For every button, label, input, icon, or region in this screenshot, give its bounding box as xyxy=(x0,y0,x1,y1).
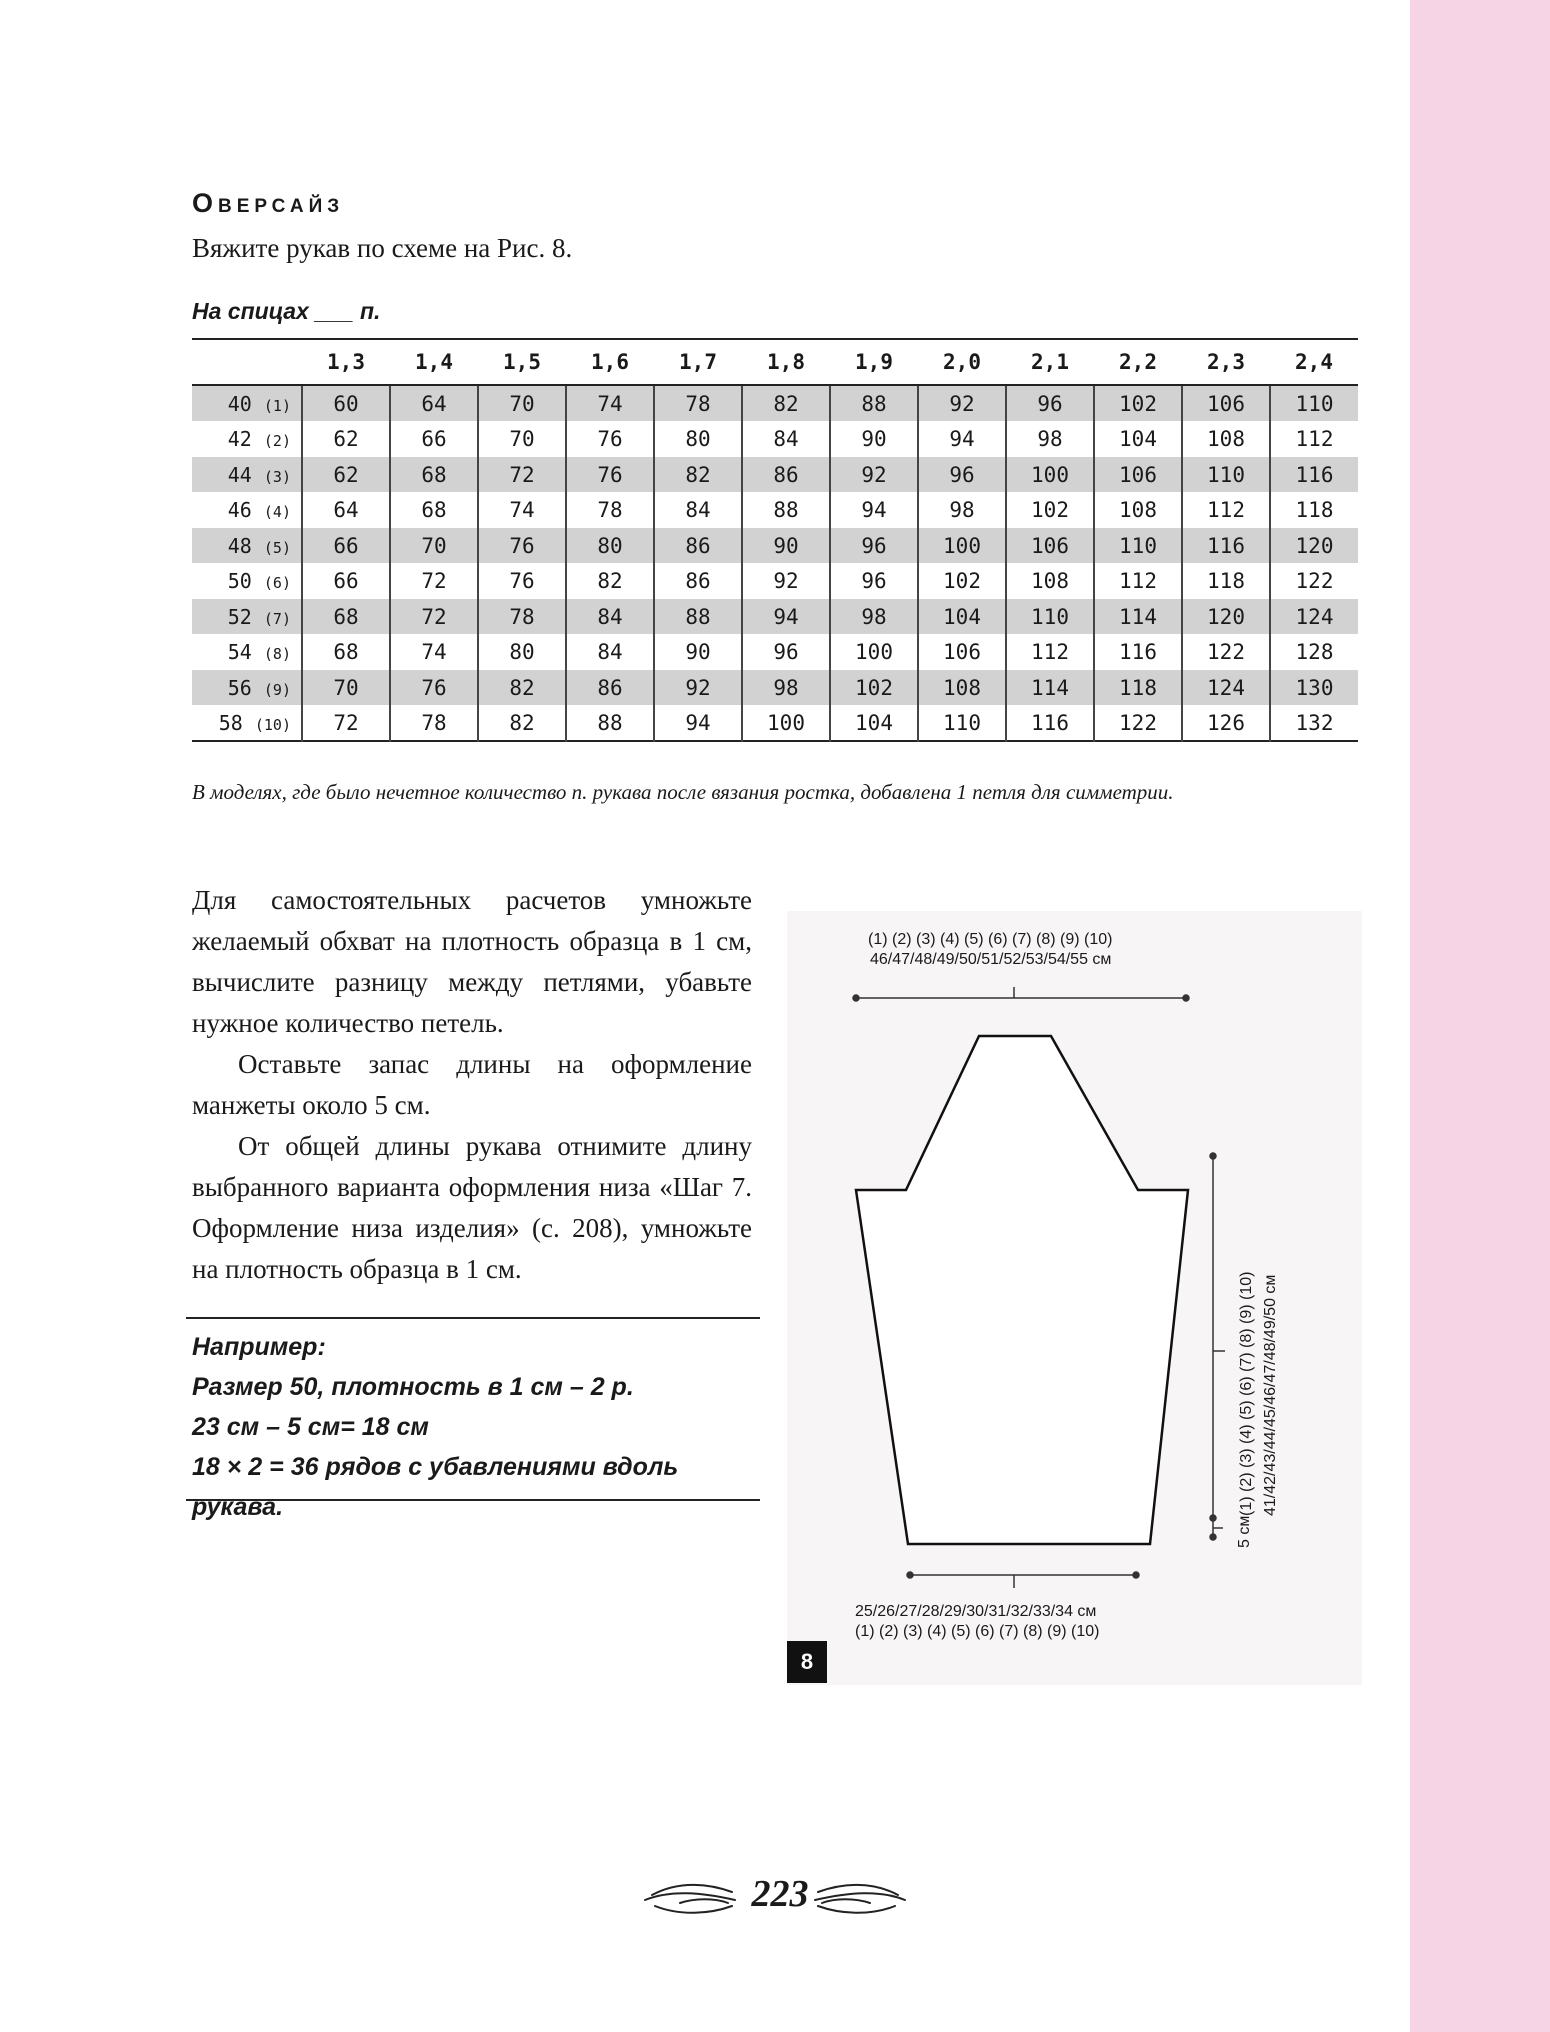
stitch-count-cell: 118 xyxy=(1270,492,1358,528)
stitch-count-cell: 94 xyxy=(742,599,830,635)
stitch-count-cell: 84 xyxy=(566,599,654,635)
table-row xyxy=(192,528,1358,564)
stitch-count-cell: 110 xyxy=(1006,599,1094,635)
side-dimension-line xyxy=(1210,1153,1225,1540)
example-line: 23 см – 5 см= 18 см xyxy=(192,1413,429,1441)
stitch-count-cell: 110 xyxy=(918,705,1006,741)
stitch-count-cell: 112 xyxy=(1182,492,1270,528)
stitch-count-cell: 104 xyxy=(830,705,918,741)
stitch-count-cell: 110 xyxy=(1094,528,1182,564)
stitch-count-cell: 88 xyxy=(654,599,742,635)
stitch-count-cell: 82 xyxy=(742,385,830,421)
stitch-count-cell: 94 xyxy=(918,421,1006,457)
table-header-row xyxy=(192,339,1358,385)
stitch-count-cell: 110 xyxy=(1270,385,1358,421)
stitch-count-cell: 100 xyxy=(742,705,830,741)
stitch-count-cell: 122 xyxy=(1182,634,1270,670)
table-row xyxy=(192,457,1358,493)
size-cell xyxy=(192,528,302,564)
page-edge-strip xyxy=(1410,0,1550,2032)
stitch-count-cell: 116 xyxy=(1094,634,1182,670)
size-cell xyxy=(192,599,302,635)
stitch-count-cell: 100 xyxy=(1006,457,1094,493)
symmetry-note: В моделях, где было нечетное количество п. рукава после вязания ростка, добавлена 1 петля для симметрии. xyxy=(192,780,1174,804)
stitch-count-cell: 122 xyxy=(1094,705,1182,741)
table-row xyxy=(192,492,1358,528)
stitch-count-cell: 78 xyxy=(654,385,742,421)
stitch-count-cell: 80 xyxy=(478,634,566,670)
stitch-count-cell: 98 xyxy=(830,599,918,635)
stitch-count-cell: 74 xyxy=(478,492,566,528)
page-number: 223 xyxy=(751,1873,809,1915)
example-line: Размер 50, плотность в 1 см – 2 р. xyxy=(192,1373,634,1401)
sleeve-diagram xyxy=(787,911,1362,1685)
stitch-count-cell: 102 xyxy=(830,670,918,706)
stitch-count-cell: 102 xyxy=(1006,492,1094,528)
size-cell xyxy=(192,492,302,528)
gauge-column-header: 2,3 xyxy=(1182,339,1270,385)
stitch-count-cell: 118 xyxy=(1182,563,1270,599)
size-cell xyxy=(192,385,302,421)
stitch-count-cell: 78 xyxy=(478,599,566,635)
body-paragraph: Для самостоятельных расчетов умножьте желаемый обхват на плотность образца в 1 см, вычислите разницу между петлями, убавьте нужное количество петель. xyxy=(192,885,752,1038)
size-value: 48 xyxy=(227,533,252,558)
gauge-column-header: 2,0 xyxy=(918,339,1006,385)
stitch-count-cell: 68 xyxy=(302,599,390,635)
bottom-dimension-line xyxy=(907,1572,1139,1588)
table-caption: На спицах ___ п. xyxy=(192,298,381,324)
stitch-count-cell: 96 xyxy=(830,563,918,599)
section-title: Оверсайз xyxy=(192,188,345,218)
stitch-count-cell: 94 xyxy=(654,705,742,741)
body-text xyxy=(192,880,752,1290)
size-value: 52 xyxy=(227,604,252,629)
stitch-count-cell: 126 xyxy=(1182,705,1270,741)
stitch-count-cell: 106 xyxy=(1182,385,1270,421)
stitch-count-cell: 70 xyxy=(390,528,478,564)
stitch-count-cell: 84 xyxy=(566,634,654,670)
size-value: 42 xyxy=(227,426,252,451)
stitch-count-cell: 88 xyxy=(566,705,654,741)
stitch-count-cell: 66 xyxy=(302,528,390,564)
stitch-count-cell: 72 xyxy=(390,599,478,635)
size-number: (2) xyxy=(263,431,291,450)
size-number: (8) xyxy=(263,644,291,663)
size-number: (1) xyxy=(263,396,291,415)
stitch-count-cell: 116 xyxy=(1182,528,1270,564)
intro-text: Вяжите рукав по схеме на Рис. 8. xyxy=(192,233,573,263)
stitch-count-cell: 92 xyxy=(918,385,1006,421)
size-value: 58 xyxy=(218,710,243,735)
stitch-count-cell: 64 xyxy=(390,385,478,421)
stitch-count-cell: 100 xyxy=(918,528,1006,564)
size-number: (6) xyxy=(263,573,291,592)
size-column-header xyxy=(192,339,302,385)
gauge-table xyxy=(192,338,1358,742)
stitch-count-cell: 68 xyxy=(390,457,478,493)
top-dimension-line xyxy=(853,987,1189,1001)
stitch-count-cell: 104 xyxy=(918,599,1006,635)
stitch-count-cell: 76 xyxy=(566,421,654,457)
stitch-count-cell: 132 xyxy=(1270,705,1358,741)
table-row xyxy=(192,599,1358,635)
stitch-count-cell: 114 xyxy=(1094,599,1182,635)
stitch-count-cell: 78 xyxy=(390,705,478,741)
top-width-sizes: (1) (2) (3) (4) (5) (6) (7) (8) (9) (10) xyxy=(868,931,1113,948)
stitch-count-cell: 96 xyxy=(742,634,830,670)
stitch-count-cell: 90 xyxy=(654,634,742,670)
stitch-count-cell: 90 xyxy=(742,528,830,564)
side-length-values: 41/42/43/44/45/46/47/48/49/50 см xyxy=(1262,1274,1279,1516)
stitch-count-cell: 116 xyxy=(1270,457,1358,493)
example-box xyxy=(186,1317,760,1521)
stitch-count-cell: 72 xyxy=(390,563,478,599)
size-number: (4) xyxy=(263,502,291,521)
cuff-allowance-label: 5 см xyxy=(1236,1515,1253,1548)
stitch-count-cell: 106 xyxy=(1006,528,1094,564)
stitch-count-cell: 108 xyxy=(918,670,1006,706)
size-number: (7) xyxy=(263,609,291,628)
size-cell xyxy=(192,634,302,670)
stitch-count-cell: 86 xyxy=(654,563,742,599)
stitch-count-cell: 82 xyxy=(478,705,566,741)
size-number: (9) xyxy=(263,680,291,699)
stitch-count-cell: 70 xyxy=(478,385,566,421)
stitch-count-cell: 120 xyxy=(1270,528,1358,564)
stitch-count-cell: 92 xyxy=(742,563,830,599)
gauge-column-header: 1,3 xyxy=(302,339,390,385)
bottom-width-values: 25/26/27/28/29/30/31/32/33/34 см xyxy=(855,1603,1097,1620)
stitch-count-cell: 100 xyxy=(830,634,918,670)
stitch-count-cell: 102 xyxy=(1094,385,1182,421)
sleeve-outline xyxy=(856,1036,1188,1544)
stitch-count-cell: 108 xyxy=(1094,492,1182,528)
stitch-count-cell: 82 xyxy=(478,670,566,706)
stitch-count-cell: 124 xyxy=(1270,599,1358,635)
stitch-count-cell: 66 xyxy=(302,563,390,599)
table-row xyxy=(192,385,1358,421)
stitch-count-cell: 112 xyxy=(1006,634,1094,670)
size-number: (10) xyxy=(254,715,291,734)
gauge-column-header: 1,7 xyxy=(654,339,742,385)
stitch-count-cell: 106 xyxy=(1094,457,1182,493)
gauge-column-header: 1,5 xyxy=(478,339,566,385)
stitch-count-cell: 64 xyxy=(302,492,390,528)
stitch-count-cell: 110 xyxy=(1182,457,1270,493)
table-row xyxy=(192,634,1358,670)
size-value: 40 xyxy=(227,391,252,416)
stitch-count-cell: 78 xyxy=(566,492,654,528)
bottom-width-sizes: (1) (2) (3) (4) (5) (6) (7) (8) (9) (10) xyxy=(855,1623,1100,1640)
stitch-count-cell: 88 xyxy=(742,492,830,528)
size-number: (5) xyxy=(263,538,291,557)
stitch-count-cell: 74 xyxy=(390,634,478,670)
stitch-count-cell: 128 xyxy=(1270,634,1358,670)
stitch-count-cell: 76 xyxy=(478,563,566,599)
stitch-count-cell: 72 xyxy=(302,705,390,741)
stitch-count-cell: 116 xyxy=(1006,705,1094,741)
gauge-column-header: 2,4 xyxy=(1270,339,1358,385)
stitch-count-cell: 98 xyxy=(918,492,1006,528)
table-row xyxy=(192,670,1358,706)
stitch-count-cell: 84 xyxy=(742,421,830,457)
body-paragraph: От общей длины рукава отнимите длину выбранного варианта оформления низа «Шаг 7. Оформление низа изделия» (с. 208), умножьте на плотность образца в 1 см. xyxy=(192,1131,752,1284)
stitch-count-cell: 82 xyxy=(566,563,654,599)
stitch-count-cell: 112 xyxy=(1094,563,1182,599)
stitch-count-cell: 112 xyxy=(1270,421,1358,457)
size-value: 44 xyxy=(227,462,252,487)
size-cell xyxy=(192,670,302,706)
stitch-count-cell: 76 xyxy=(566,457,654,493)
stitch-count-cell: 108 xyxy=(1182,421,1270,457)
stitch-count-cell: 72 xyxy=(478,457,566,493)
stitch-count-cell: 118 xyxy=(1094,670,1182,706)
gauge-column-header: 1,6 xyxy=(566,339,654,385)
stitch-count-cell: 68 xyxy=(390,492,478,528)
stitch-count-cell: 106 xyxy=(918,634,1006,670)
stitch-count-cell: 92 xyxy=(830,457,918,493)
stitch-count-cell: 102 xyxy=(918,563,1006,599)
example-heading: Например: xyxy=(192,1333,326,1361)
size-value: 54 xyxy=(227,639,252,664)
stitch-count-cell: 130 xyxy=(1270,670,1358,706)
gauge-column-header: 2,1 xyxy=(1006,339,1094,385)
stitch-count-cell: 84 xyxy=(654,492,742,528)
page-footer xyxy=(640,1870,910,1930)
sleeve-schematic xyxy=(787,911,1362,1685)
stitch-count-cell: 96 xyxy=(1006,385,1094,421)
stitch-count-cell: 62 xyxy=(302,421,390,457)
stitch-count-cell: 98 xyxy=(742,670,830,706)
stitch-count-cell: 86 xyxy=(566,670,654,706)
body-paragraph: Оставьте запас длины на оформление манжеты около 5 см. xyxy=(192,1049,752,1120)
stitch-count-cell: 94 xyxy=(830,492,918,528)
stitch-count-cell: 60 xyxy=(302,385,390,421)
stitch-count-cell: 92 xyxy=(654,670,742,706)
stitch-count-table xyxy=(192,338,1358,742)
stitch-count-cell: 114 xyxy=(1006,670,1094,706)
size-cell xyxy=(192,563,302,599)
stitch-count-cell: 66 xyxy=(390,421,478,457)
gauge-column-header: 1,9 xyxy=(830,339,918,385)
stitch-count-cell: 68 xyxy=(302,634,390,670)
stitch-count-cell: 98 xyxy=(1006,421,1094,457)
stitch-count-cell: 122 xyxy=(1270,563,1358,599)
stitch-count-cell: 62 xyxy=(302,457,390,493)
stitch-count-cell: 96 xyxy=(918,457,1006,493)
stitch-count-cell: 82 xyxy=(654,457,742,493)
stitch-count-cell: 124 xyxy=(1182,670,1270,706)
size-cell xyxy=(192,421,302,457)
size-value: 56 xyxy=(227,675,252,700)
figure-number: 8 xyxy=(787,1641,827,1683)
stitch-count-cell: 108 xyxy=(1006,563,1094,599)
stitch-count-cell: 88 xyxy=(830,385,918,421)
side-length-sizes: (1) (2) (3) (4) (5) (6) (7) (8) (9) (10) xyxy=(1238,1271,1255,1516)
stitch-count-cell: 70 xyxy=(478,421,566,457)
stitch-count-cell: 76 xyxy=(478,528,566,564)
stitch-count-cell: 80 xyxy=(654,421,742,457)
top-width-values: 46/47/48/49/50/51/52/53/54/55 см xyxy=(870,951,1112,968)
size-number: (3) xyxy=(263,467,291,486)
size-value: 46 xyxy=(227,497,252,522)
stitch-count-cell: 90 xyxy=(830,421,918,457)
stitch-count-cell: 76 xyxy=(390,670,478,706)
gauge-column-header: 1,8 xyxy=(742,339,830,385)
stitch-count-cell: 74 xyxy=(566,385,654,421)
stitch-count-cell: 96 xyxy=(830,528,918,564)
stitch-count-cell: 86 xyxy=(654,528,742,564)
stitch-count-cell: 70 xyxy=(302,670,390,706)
example-line: 18 × 2 = 36 рядов с убавлениями вдоль рукава. xyxy=(192,1453,679,1521)
stitch-count-cell: 104 xyxy=(1094,421,1182,457)
gauge-column-header: 1,4 xyxy=(390,339,478,385)
table-row xyxy=(192,563,1358,599)
table-row xyxy=(192,705,1358,741)
stitch-count-cell: 80 xyxy=(566,528,654,564)
gauge-column-header: 2,2 xyxy=(1094,339,1182,385)
stitch-count-cell: 120 xyxy=(1182,599,1270,635)
table-row xyxy=(192,421,1358,457)
stitch-count-cell: 86 xyxy=(742,457,830,493)
size-value: 50 xyxy=(227,568,252,593)
size-cell xyxy=(192,457,302,493)
size-cell xyxy=(192,705,302,741)
